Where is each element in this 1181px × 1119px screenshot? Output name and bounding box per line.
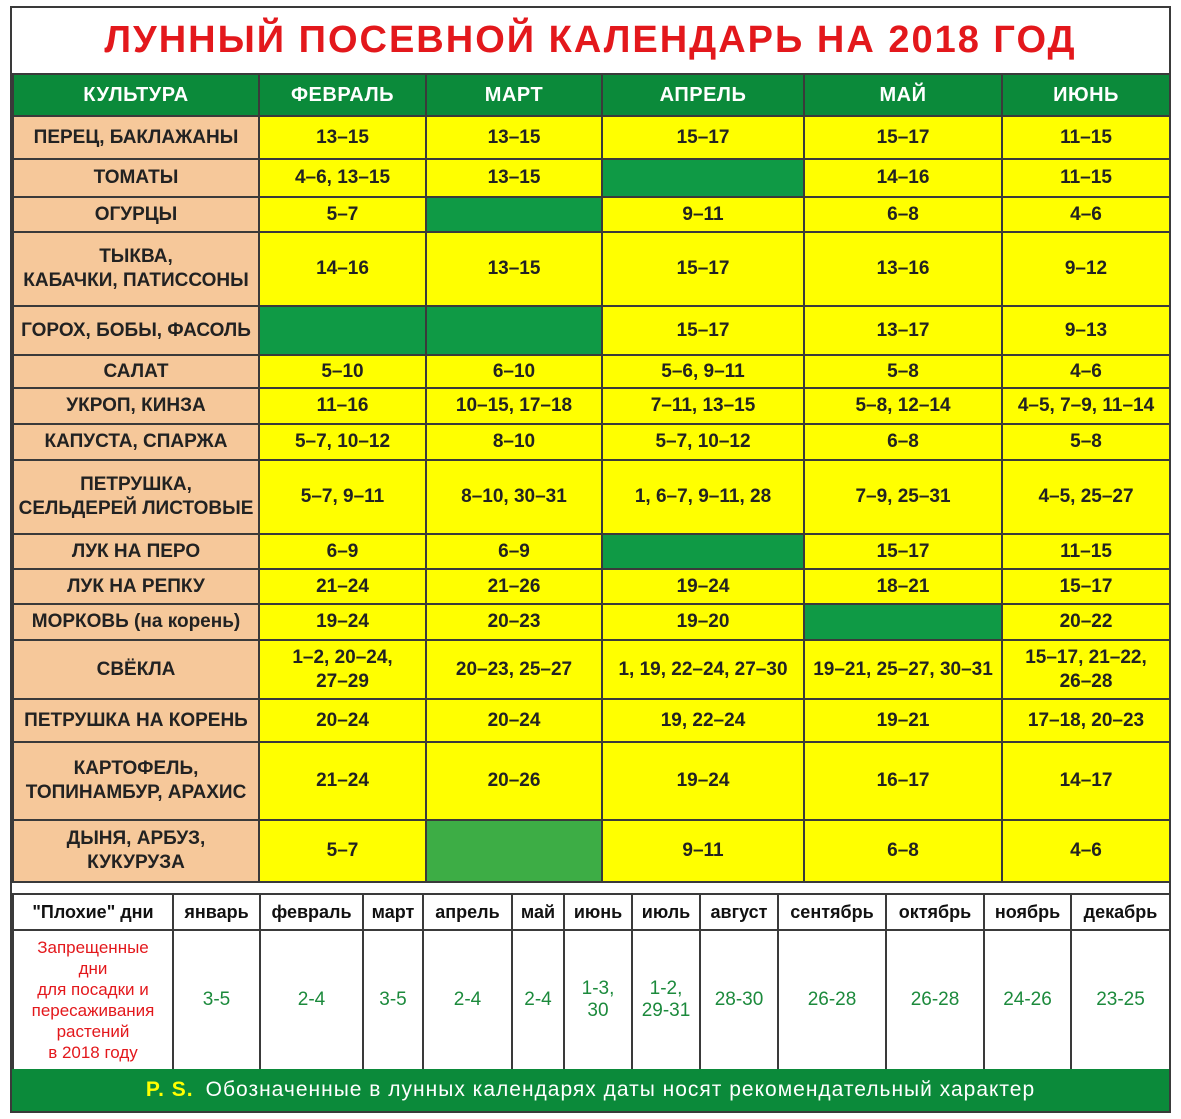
date-cell: 1, 19, 22–24, 27–30	[602, 640, 804, 699]
table-row	[13, 569, 1170, 604]
date-cell: 5–8, 12–14	[804, 388, 1002, 424]
date-cell: 6–8	[804, 424, 1002, 460]
date-cell: 6–9	[259, 534, 426, 569]
text-line: ТОМАТЫ	[93, 167, 179, 188]
date-cell: 4–6	[1002, 355, 1170, 388]
bad-days-value	[260, 930, 363, 1070]
date-cell	[426, 820, 602, 882]
table-row	[13, 232, 1170, 306]
date-cell: 14–17	[1002, 742, 1170, 820]
text-line: ЛУК НА РЕПКУ	[67, 575, 205, 597]
date-cell: 17–18, 20–23	[1002, 699, 1170, 742]
date-cell: 5–8	[1002, 424, 1170, 460]
date-cell: 5–7	[259, 820, 426, 882]
crop-name	[13, 604, 259, 640]
date-cell: 13–16	[804, 232, 1002, 306]
text-line: ДЫНЯ, АРБУЗ,	[66, 828, 206, 849]
date-cell	[426, 197, 602, 232]
bad-days-header: "Плохие" дни	[13, 894, 173, 930]
bad-days-month: май	[512, 894, 564, 930]
text-line: 23-25	[1096, 989, 1145, 1010]
footer-note	[12, 1069, 1169, 1111]
text-line: УКРОП, КИНЗА	[66, 395, 206, 416]
bad-days-months-row	[13, 894, 1170, 930]
bad-days-value	[984, 930, 1071, 1070]
table-row	[13, 116, 1170, 159]
date-cell: 15–17	[804, 116, 1002, 159]
date-cell: 11–15	[1002, 534, 1170, 569]
table-row	[13, 534, 1170, 569]
table-row	[13, 820, 1170, 882]
bad-days-month: сентябрь	[778, 894, 886, 930]
date-cell: 13–17	[804, 306, 1002, 355]
table-row	[13, 460, 1170, 534]
date-cell: 6–8	[804, 820, 1002, 882]
bad-days-value	[1071, 930, 1170, 1070]
date-cell: 20–23	[426, 604, 602, 640]
bad-days-month: январь	[173, 894, 260, 930]
text-line: СВЁКЛА	[96, 658, 176, 680]
date-cell: 14–16	[259, 232, 426, 306]
date-cell: 8–10, 30–31	[426, 460, 602, 534]
date-cell: 19–21	[804, 699, 1002, 742]
text-line: 30	[587, 1000, 609, 1021]
bad-days-month: декабрь	[1071, 894, 1170, 930]
date-cell: 10–15, 17–18	[426, 388, 602, 424]
bad-days-month: февраль	[260, 894, 363, 930]
header-row	[13, 74, 1170, 116]
date-cell	[426, 306, 602, 355]
date-cell: 4–5, 7–9, 11–14	[1002, 388, 1170, 424]
crop-name	[13, 820, 259, 882]
date-cell: 5–7, 10–12	[602, 424, 804, 460]
text-line: растений	[56, 1022, 130, 1041]
date-cell: 6–10	[426, 355, 602, 388]
bad-days-value	[632, 930, 700, 1070]
text-line: 2-4	[297, 989, 326, 1010]
text-line: 3-5	[379, 989, 407, 1010]
crop-name	[13, 116, 259, 159]
date-cell: 15–17	[1002, 569, 1170, 604]
header-month: ФЕВРАЛЬ	[259, 74, 426, 116]
text-line: пересаживания	[31, 1001, 155, 1020]
text-line: САЛАТ	[103, 360, 169, 382]
table-row	[13, 424, 1170, 460]
text-line: ПЕТРУШКА НА КОРЕНЬ	[24, 709, 248, 731]
crop-name	[13, 159, 259, 197]
header-month: МАРТ	[426, 74, 602, 116]
text-line: 1–2, 20–24,	[292, 646, 393, 668]
planting-table	[12, 73, 1171, 883]
bad-days-values-row	[13, 930, 1170, 1070]
table-row	[13, 388, 1170, 424]
date-cell: 20–24	[259, 699, 426, 742]
date-cell: 9–12	[1002, 232, 1170, 306]
crop-name	[13, 460, 259, 534]
date-cell: 21–24	[259, 742, 426, 820]
bad-days-value	[564, 930, 632, 1070]
text-line: 2-4	[524, 989, 552, 1010]
bad-days-note	[13, 930, 173, 1070]
date-cell: 19–24	[602, 742, 804, 820]
bad-days-value	[778, 930, 886, 1070]
date-cell: 5–7, 10–12	[259, 424, 426, 460]
crop-name	[13, 569, 259, 604]
table-row	[13, 306, 1170, 355]
date-cell: 19–20	[602, 604, 804, 640]
text-line: ТОПИНАМБУР, АРАХИС	[25, 782, 247, 803]
date-cell: 5–8	[804, 355, 1002, 388]
text-line: СЕЛЬДЕРЕЙ ЛИСТОВЫЕ	[18, 498, 254, 519]
text-line: КУКУРУЗА	[87, 852, 185, 873]
date-cell: 8–10	[426, 424, 602, 460]
crop-name	[13, 306, 259, 355]
crop-name	[13, 699, 259, 742]
date-cell: 20–23, 25–27	[426, 640, 602, 699]
bad-days-value	[423, 930, 512, 1070]
text-line: 26-28	[807, 989, 857, 1010]
date-cell: 11–15	[1002, 116, 1170, 159]
table-row	[13, 159, 1170, 197]
table-row	[13, 604, 1170, 640]
date-cell: 11–15	[1002, 159, 1170, 197]
date-cell: 19–21, 25–27, 30–31	[804, 640, 1002, 699]
text-line: для посадки и	[37, 980, 149, 999]
date-cell: 13–15	[426, 159, 602, 197]
text-line: ГОРОХ, БОБЫ, ФАСОЛЬ	[21, 319, 251, 341]
table-row	[13, 699, 1170, 742]
date-cell: 11–16	[259, 388, 426, 424]
text-line: 2-4	[453, 989, 482, 1010]
date-cell: 4–6	[1002, 197, 1170, 232]
date-cell	[602, 534, 804, 569]
bad-days-month: ноябрь	[984, 894, 1071, 930]
bad-days-table	[12, 893, 1171, 1071]
date-cell: 15–17	[602, 232, 804, 306]
text-line: 24-26	[1003, 989, 1052, 1010]
text-line: 3-5	[202, 989, 231, 1010]
crop-name	[13, 424, 259, 460]
date-cell: 9–11	[602, 820, 804, 882]
text-line: 1-3,	[581, 978, 615, 999]
bad-days-month: июнь	[564, 894, 632, 930]
footer-ps: P. S.	[145, 1078, 194, 1101]
date-cell: 19, 22–24	[602, 699, 804, 742]
date-cell: 9–11	[602, 197, 804, 232]
text-line: ПЕТРУШКА,	[80, 474, 192, 495]
date-cell: 7–11, 13–15	[602, 388, 804, 424]
date-cell: 20–22	[1002, 604, 1170, 640]
date-cell: 13–15	[259, 116, 426, 159]
table-row	[13, 742, 1170, 820]
date-cell: 4–6	[1002, 820, 1170, 882]
text-line: 1-2,	[649, 978, 683, 999]
text-line: МОРКОВЬ (на корень)	[31, 611, 241, 632]
date-cell: 9–13	[1002, 306, 1170, 355]
date-cell: 5–6, 9–11	[602, 355, 804, 388]
date-cell: 7–9, 25–31	[804, 460, 1002, 534]
crop-name	[13, 232, 259, 306]
header-crop: КУЛЬТУРА	[13, 74, 259, 116]
crop-name	[13, 534, 259, 569]
text-line: ОГУРЦЫ	[94, 203, 178, 225]
date-cell: 20–24	[426, 699, 602, 742]
date-cell: 15–17	[804, 534, 1002, 569]
date-cell: 21–24	[259, 569, 426, 604]
footer-text: Обозначенные в лунных календарях даты носят рекомендательный характер	[205, 1078, 1036, 1101]
text-line: дни	[78, 959, 108, 978]
date-cell: 6–9	[426, 534, 602, 569]
date-cell: 1, 6–7, 9–11, 28	[602, 460, 804, 534]
bad-days-month: август	[700, 894, 778, 930]
date-cell: 21–26	[426, 569, 602, 604]
text-line: КАПУСТА, СПАРЖА	[44, 431, 228, 452]
date-cell: 13–15	[426, 116, 602, 159]
text-line: 26–28	[1059, 670, 1113, 692]
text-line: 28-30	[714, 989, 764, 1010]
text-line: Запрещенные	[37, 938, 149, 957]
table-row	[13, 197, 1170, 232]
bad-days-month: июль	[632, 894, 700, 930]
date-cell	[259, 306, 426, 355]
text-line: ПЕРЕЦ, БАКЛАЖАНЫ	[33, 126, 239, 148]
bad-days-month: октябрь	[886, 894, 984, 930]
crop-name	[13, 388, 259, 424]
date-cell: 4–5, 25–27	[1002, 460, 1170, 534]
header-month: ИЮНЬ	[1002, 74, 1170, 116]
date-cell	[259, 640, 426, 699]
bad-days-month: март	[363, 894, 423, 930]
bad-days-value	[886, 930, 984, 1070]
date-cell: 4–6, 13–15	[259, 159, 426, 197]
date-cell: 18–21	[804, 569, 1002, 604]
crop-name	[13, 197, 259, 232]
text-line: КАРТОФЕЛЬ,	[73, 758, 199, 779]
text-line: ЛУК НА ПЕРО	[71, 540, 201, 562]
date-cell	[1002, 640, 1170, 699]
crop-name	[13, 742, 259, 820]
table-row	[13, 640, 1170, 699]
text-line: ТЫКВА,	[99, 246, 173, 267]
date-cell: 15–17	[602, 306, 804, 355]
bad-days-value	[173, 930, 260, 1070]
date-cell: 16–17	[804, 742, 1002, 820]
date-cell: 5–7	[259, 197, 426, 232]
header-month: АПРЕЛЬ	[602, 74, 804, 116]
date-cell	[602, 159, 804, 197]
date-cell: 19–24	[259, 604, 426, 640]
date-cell: 19–24	[602, 569, 804, 604]
page-title: ЛУННЫЙ ПОСЕВНОЙ КАЛЕНДАРЬ НА 2018 ГОД	[104, 18, 1077, 61]
table-row	[13, 355, 1170, 388]
text-line: в 2018 году	[48, 1043, 138, 1062]
header-month: МАЙ	[804, 74, 1002, 116]
date-cell: 5–10	[259, 355, 426, 388]
date-cell: 14–16	[804, 159, 1002, 197]
date-cell: 6–8	[804, 197, 1002, 232]
date-cell: 13–15	[426, 232, 602, 306]
text-line: КАБАЧКИ, ПАТИССОНЫ	[23, 270, 249, 291]
crop-name	[13, 640, 259, 699]
date-cell: 15–17	[602, 116, 804, 159]
bad-days-value	[700, 930, 778, 1070]
bad-days-month: апрель	[423, 894, 512, 930]
text-line: 29-31	[641, 1000, 691, 1021]
text-line: 27–29	[316, 670, 369, 692]
date-cell: 5–7, 9–11	[259, 460, 426, 534]
text-line: 26-28	[910, 989, 960, 1010]
date-cell	[804, 604, 1002, 640]
crop-name	[13, 355, 259, 388]
text-line: 15–17, 21–22,	[1025, 646, 1147, 668]
date-cell: 20–26	[426, 742, 602, 820]
bad-days-value	[363, 930, 423, 1070]
bad-days-value	[512, 930, 564, 1070]
